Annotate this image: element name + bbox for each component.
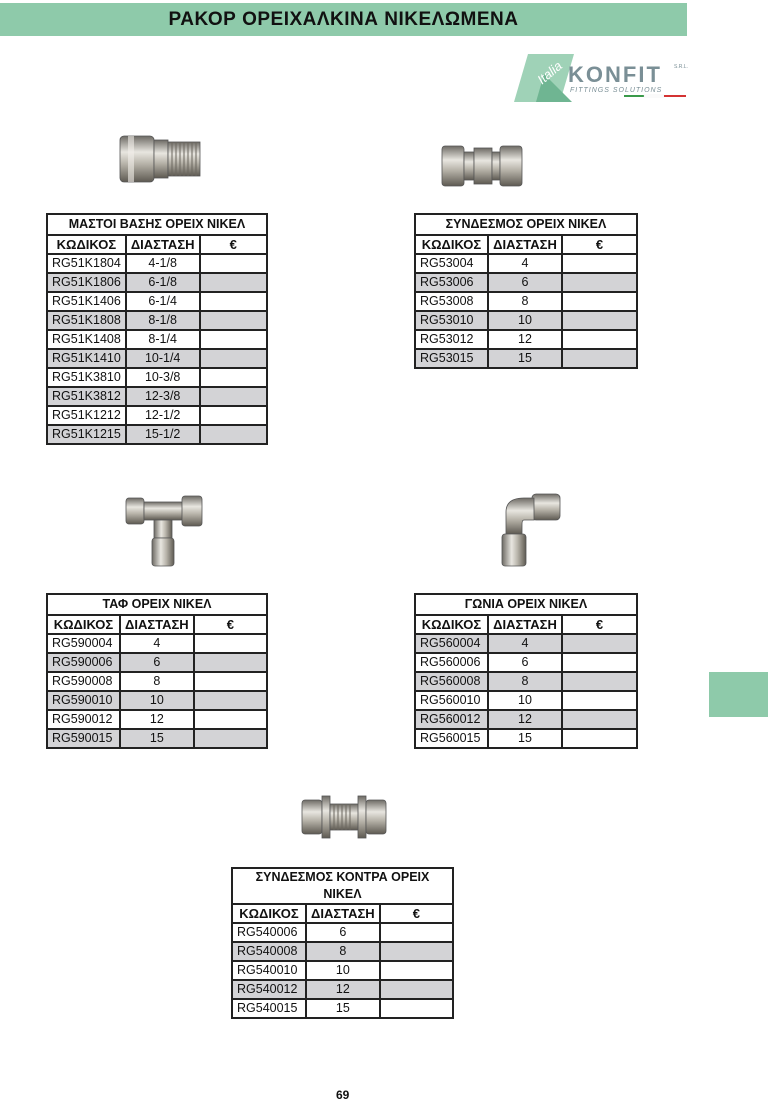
product-code: RG51K1808 bbox=[47, 311, 126, 330]
column-header-size: ΔΙΑΣΤΑΣΗ bbox=[306, 904, 380, 923]
product-code: RG51K1410 bbox=[47, 349, 126, 368]
product-size: 12 bbox=[488, 330, 562, 349]
product-size: 12-3/8 bbox=[126, 387, 200, 406]
table-row bbox=[232, 980, 453, 999]
table-row bbox=[47, 254, 267, 273]
product-price bbox=[194, 672, 267, 691]
product-price bbox=[562, 330, 637, 349]
column-header-price: € bbox=[562, 615, 637, 634]
male-adapter-image bbox=[118, 130, 204, 193]
product-size: 6-1/4 bbox=[126, 292, 200, 311]
table-row bbox=[47, 691, 267, 710]
table-row bbox=[47, 406, 267, 425]
product-code: RG53012 bbox=[415, 330, 488, 349]
product-code: RG51K1804 bbox=[47, 254, 126, 273]
product-price bbox=[200, 273, 267, 292]
svg-text:KONFIT: KONFIT bbox=[568, 62, 662, 87]
table-title: ΣΥΝΔΕΣΜΟΣ ΟΡΕΙΧ ΝΙΚΕΛ bbox=[415, 214, 637, 235]
product-code: RG540010 bbox=[232, 961, 306, 980]
product-price bbox=[562, 292, 637, 311]
table-title: ΓΩΝΙΑ ΟΡΕΙΧ ΝΙΚΕΛ bbox=[415, 594, 637, 615]
product-size: 8 bbox=[306, 942, 380, 961]
product-size: 12 bbox=[488, 710, 562, 729]
svg-text:S.R.L.: S.R.L. bbox=[674, 64, 688, 70]
product-size: 10-3/8 bbox=[126, 368, 200, 387]
product-size: 6 bbox=[488, 653, 562, 672]
product-size: 10 bbox=[488, 311, 562, 330]
product-size: 12 bbox=[306, 980, 380, 999]
product-size: 15 bbox=[488, 729, 562, 748]
product-price bbox=[562, 254, 637, 273]
product-price bbox=[200, 406, 267, 425]
product-size: 8-1/8 bbox=[126, 311, 200, 330]
product-size: 10-1/4 bbox=[126, 349, 200, 368]
table-row bbox=[415, 729, 637, 748]
product-size: 10 bbox=[488, 691, 562, 710]
product-price bbox=[562, 273, 637, 292]
table-row bbox=[47, 634, 267, 653]
column-header-size: ΔΙΑΣΤΑΣΗ bbox=[126, 235, 200, 254]
table-row bbox=[415, 330, 637, 349]
table-row bbox=[415, 672, 637, 691]
product-table-bulkhead bbox=[231, 867, 454, 1019]
product-size: 10 bbox=[306, 961, 380, 980]
product-size: 6 bbox=[120, 653, 194, 672]
product-price bbox=[562, 710, 637, 729]
product-price bbox=[200, 330, 267, 349]
table-row bbox=[47, 729, 267, 748]
product-table-unions bbox=[414, 213, 638, 369]
product-price bbox=[200, 254, 267, 273]
table-row bbox=[47, 425, 267, 444]
product-code: RG51K1406 bbox=[47, 292, 126, 311]
product-price bbox=[380, 942, 453, 961]
product-code: RG540006 bbox=[232, 923, 306, 942]
page-number: 69 bbox=[336, 1088, 350, 1102]
product-table-elbows bbox=[414, 593, 638, 749]
product-code: RG590012 bbox=[47, 710, 120, 729]
product-code: RG560008 bbox=[415, 672, 488, 691]
product-size: 6 bbox=[488, 273, 562, 292]
column-header-code: ΚΩΔΙΚΟΣ bbox=[415, 615, 488, 634]
product-code: RG560015 bbox=[415, 729, 488, 748]
product-price bbox=[380, 980, 453, 999]
table-row bbox=[232, 942, 453, 961]
product-code: RG560012 bbox=[415, 710, 488, 729]
elbow-fitting-image bbox=[496, 490, 566, 575]
page-title: ΡΑΚΟΡ ΟΡΕΙΧΑΛΚΙΝΑ ΝΙΚΕΛΩΜΕΝΑ bbox=[168, 8, 519, 30]
product-price bbox=[380, 923, 453, 942]
column-header-price: € bbox=[200, 235, 267, 254]
product-price bbox=[200, 425, 267, 444]
product-price bbox=[200, 387, 267, 406]
table-row bbox=[415, 710, 637, 729]
product-size: 12-1/2 bbox=[126, 406, 200, 425]
table-row bbox=[47, 653, 267, 672]
table-row bbox=[415, 292, 637, 311]
product-code: RG53015 bbox=[415, 349, 488, 368]
product-price bbox=[194, 729, 267, 748]
table-row bbox=[47, 292, 267, 311]
product-size: 4 bbox=[120, 634, 194, 653]
svg-text:FITTINGS SOLUTIONS: FITTINGS SOLUTIONS bbox=[570, 87, 663, 94]
product-size: 6 bbox=[306, 923, 380, 942]
product-size: 8 bbox=[488, 292, 562, 311]
product-size: 12 bbox=[120, 710, 194, 729]
product-code: RG590004 bbox=[47, 634, 120, 653]
table-row bbox=[47, 672, 267, 691]
product-price bbox=[562, 653, 637, 672]
product-size: 4 bbox=[488, 254, 562, 273]
product-code: RG51K3812 bbox=[47, 387, 126, 406]
product-code: RG560006 bbox=[415, 653, 488, 672]
column-header-price: € bbox=[562, 235, 637, 254]
product-code: RG590010 bbox=[47, 691, 120, 710]
product-size: 15-1/2 bbox=[126, 425, 200, 444]
product-price bbox=[194, 691, 267, 710]
product-price bbox=[194, 634, 267, 653]
table-row bbox=[232, 999, 453, 1018]
konfit-logo bbox=[514, 52, 690, 102]
product-size: 4-1/8 bbox=[126, 254, 200, 273]
product-code: RG540012 bbox=[232, 980, 306, 999]
product-price bbox=[194, 653, 267, 672]
product-code: RG51K1215 bbox=[47, 425, 126, 444]
table-row bbox=[47, 330, 267, 349]
tee-fitting-image bbox=[124, 490, 206, 575]
table-row bbox=[415, 691, 637, 710]
product-code: RG53010 bbox=[415, 311, 488, 330]
column-header-size: ΔΙΑΣΤΑΣΗ bbox=[488, 615, 562, 634]
product-size: 15 bbox=[120, 729, 194, 748]
table-title: ΜΑΣΤΟΙ ΒΑΣΗΣ ΟΡΕΙΧ ΝΙΚΕΛ bbox=[47, 214, 267, 235]
product-size: 6-1/8 bbox=[126, 273, 200, 292]
product-code: RG53006 bbox=[415, 273, 488, 292]
product-price bbox=[200, 349, 267, 368]
table-row bbox=[415, 311, 637, 330]
product-price bbox=[194, 710, 267, 729]
product-size: 8 bbox=[488, 672, 562, 691]
table-row bbox=[415, 634, 637, 653]
product-size: 4 bbox=[488, 634, 562, 653]
product-size: 8 bbox=[120, 672, 194, 691]
product-size: 15 bbox=[306, 999, 380, 1018]
product-code: RG560004 bbox=[415, 634, 488, 653]
product-price bbox=[562, 691, 637, 710]
header-bar bbox=[0, 3, 687, 36]
product-table-tees bbox=[46, 593, 268, 749]
product-code: RG51K1408 bbox=[47, 330, 126, 349]
table-row bbox=[47, 387, 267, 406]
svg-text:Italia: Italia bbox=[534, 58, 565, 88]
product-size: 15 bbox=[488, 349, 562, 368]
product-price bbox=[380, 961, 453, 980]
product-price bbox=[200, 368, 267, 387]
product-code: RG590008 bbox=[47, 672, 120, 691]
table-title: ΣΥΝΔΕΣΜΟΣ ΚΟΝΤΡΑ ΟΡΕΙΧ ΝΙΚΕΛ bbox=[232, 868, 453, 904]
product-code: RG590015 bbox=[47, 729, 120, 748]
product-code: RG51K1806 bbox=[47, 273, 126, 292]
section-tab bbox=[709, 672, 768, 717]
table-row bbox=[232, 923, 453, 942]
table-row bbox=[415, 349, 637, 368]
product-price bbox=[562, 672, 637, 691]
column-header-code: ΚΩΔΙΚΟΣ bbox=[47, 615, 120, 634]
product-size: 10 bbox=[120, 691, 194, 710]
product-price bbox=[200, 311, 267, 330]
column-header-price: € bbox=[380, 904, 453, 923]
table-row bbox=[47, 349, 267, 368]
product-price bbox=[200, 292, 267, 311]
bulkhead-coupling-image bbox=[300, 792, 390, 847]
product-code: RG53008 bbox=[415, 292, 488, 311]
union-coupling-image bbox=[440, 140, 524, 197]
table-row bbox=[232, 961, 453, 980]
product-price bbox=[562, 349, 637, 368]
table-row bbox=[47, 710, 267, 729]
table-row bbox=[415, 273, 637, 292]
table-row bbox=[47, 311, 267, 330]
column-header-size: ΔΙΑΣΤΑΣΗ bbox=[120, 615, 194, 634]
product-price bbox=[562, 634, 637, 653]
table-row bbox=[415, 653, 637, 672]
product-price bbox=[562, 729, 637, 748]
column-header-size: ΔΙΑΣΤΑΣΗ bbox=[488, 235, 562, 254]
column-header-code: ΚΩΔΙΚΟΣ bbox=[415, 235, 488, 254]
table-row bbox=[47, 273, 267, 292]
table-row bbox=[47, 368, 267, 387]
product-size: 8-1/4 bbox=[126, 330, 200, 349]
table-title: ΤΑΦ ΟΡΕΙΧ ΝΙΚΕΛ bbox=[47, 594, 267, 615]
product-table-male-adapters bbox=[46, 213, 268, 445]
product-code: RG540008 bbox=[232, 942, 306, 961]
product-price bbox=[380, 999, 453, 1018]
product-code: RG560010 bbox=[415, 691, 488, 710]
product-code: RG51K1212 bbox=[47, 406, 126, 425]
product-code: RG53004 bbox=[415, 254, 488, 273]
product-code: RG51K3810 bbox=[47, 368, 126, 387]
column-header-price: € bbox=[194, 615, 267, 634]
product-code: RG540015 bbox=[232, 999, 306, 1018]
product-code: RG590006 bbox=[47, 653, 120, 672]
column-header-code: ΚΩΔΙΚΟΣ bbox=[232, 904, 306, 923]
column-header-code: ΚΩΔΙΚΟΣ bbox=[47, 235, 126, 254]
table-row bbox=[415, 254, 637, 273]
product-price bbox=[562, 311, 637, 330]
